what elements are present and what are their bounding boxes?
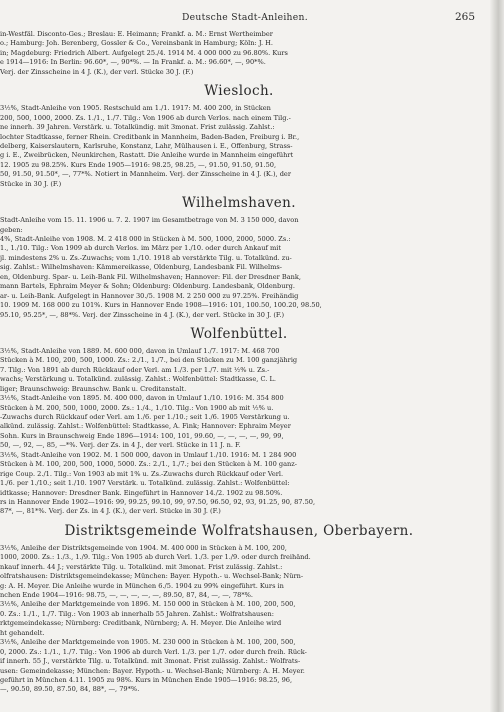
- text-line: 3½%, Stadt-Anleihe von 1895. M. 400 000, davon in Umlauf 1./10. 1916: M. 354 800: [0, 394, 284, 403]
- text-line: ar- u. Leih-Bank. Aufgelegt in Hannover 30./5. 1908 M. 2 250 000 zu 97.25%. Freihändig: [0, 291, 299, 300]
- text-line: Sohn. Kurs in Braunschweig Ende 1896—1914: 100, 101, 99.60, —, —, —, —, 99, 99,: [0, 431, 284, 440]
- section-title: Wiesloch.: [204, 83, 274, 100]
- section-title: Distriktsgemeinde Wolfratshausen, Oberbayern.: [64, 522, 414, 539]
- text-line: -Zuwachs durch Rückkauf oder Verl. am 1./6. per 1./10.; seit 1./6. 1905 Verstärkung u.: [0, 413, 290, 421]
- page-header: [0, 8, 490, 24]
- text-line: liger; Braunschweig: Braunschw. Bank u. Creditanstalt.: [0, 384, 187, 393]
- text-line: ne innerh. 39 Jahren. Verstärk. u. Totalkündig. mit 3monat. Frist zulässig. Zahlst.:: [0, 123, 275, 132]
- text-line: g: A. H. Meyer. Die Anleihe wurde in München 6./5. 1904 zu 99% eingeführt. Kurs in: [0, 581, 284, 590]
- text-line: Stücke in 30 J. (F.): [0, 179, 62, 188]
- text-line: 0, 2000. Zs.: 1./1., 1./7. Tilg.: Von 1906 ab durch Verl. 1./3. per 1./7. oder durch freih. Rück-: [0, 647, 307, 656]
- text-line: 7. Tilg.: Von 1891 ab durch Rückkauf oder Verl. am 1./3. per 1./7. mit ½% u. Zs.-: [0, 365, 270, 374]
- text-line: delberg, Kaiserslautern, Karlsruhe, Konstanz, Lahr, Mülhausen i. E., Offenburg, Strass-: [0, 141, 293, 150]
- text-line: wachs; Verstärkung u. Totalkünd. zulässig. Zahlst.: Wolfenbüttel: Stadtkasse, C. L.: [0, 375, 276, 384]
- text-line: 3½%, Anleihe der Marktgemeinde von 1905. M. 230 000 in Stücken à M. 100, 200, 500,: [0, 638, 296, 647]
- text-line: in; Magdeburg: Friedrich Albert. Aufgelegt 25./4. 1914 M. 4 000 000 zu 96.80%. Kurs: [0, 48, 288, 57]
- text-line: 12. 1905 zu 98.25%. Kurs Ende 1905—1916: 98.25, 98.25, —, 91.50, 91.50, 91.50,: [0, 160, 277, 169]
- text-line: olfratshausen: Distriktsgemeindekasse; München: Bayer. Hypoth.- u. Wechsel-Bank; Nürn-: [0, 572, 304, 581]
- text-line: 95.10, 95.25*, —, 88*%. Verj. der Zinsscheine in 4 J. (K.), der verl. Stücke in 30 J. (F.): [0, 310, 285, 319]
- text-line: 3½%, Stadt-Anleihe von 1905. Restschuld am 1./1. 1917: M. 400 200, in Stücken: [0, 104, 271, 113]
- text-line: 50, —, 92, —, 85, —*%. Verj. der Zs. in 4 J., der verl. Stücke in 11 J. n. F.: [0, 441, 241, 450]
- book-gutter: [490, 0, 504, 712]
- text-line: Stücken à M. 200, 500, 1000, 2000. Zs.: 1./4., 1./10. Tilg.: Von 1900 ab mit ½% u.: [0, 403, 274, 412]
- text-line: geführt in München 4.11. 1905 zu 98%. Kurs in München Ende 1905—1916: 98.25, 96,: [0, 675, 293, 684]
- text-line: 10. 1909 M. 168 000 zu 101%. Kurs in Hannover Ende 1908—1916: 101, 100.50, 100.20, 98.50,: [0, 301, 322, 310]
- section-title: Wolfenbüttel.: [190, 325, 288, 342]
- text-line: rige Coup. 2./1. Tilg.: Von 1903 ab mit 1% u. Zs.-Zuwachs durch Rückkauf oder Verl.: [0, 469, 284, 478]
- text-line: ht gehandelt.: [0, 628, 45, 637]
- page-body: [0, 30, 478, 695]
- text-line: mann Bartels, Ephraim Meyer & Sohn; Oldenburg: Oldenburg. Landesbank, Oldenburg.: [0, 282, 295, 291]
- text-line: lochter Stadtkasse, ferner Rhein. Creditbank in Mannheim, Baden-Baden, Freiburg i. Br.,: [0, 132, 300, 141]
- text-line: 3½%, Anleihe der Distriktsgemeinde von 1904. M. 400 000 in Stücken à M. 100, 200,: [0, 543, 287, 552]
- section-title: Wilhelmshaven.: [182, 195, 296, 212]
- text-line: nchen Ende 1904—1916: 98.75, —, —, —, —, —, 89.50, 87, 84, —, —, 78*%.: [0, 591, 254, 599]
- text-line: idtkasse; Hannover: Dresdner Bank. Eingeführt in Hannover 14./2. 1902 zu 98.50%.: [0, 488, 283, 497]
- text-line: o.; Hamburg: Joh. Berenberg, Gossler & Co., Vereinsbank in Hamburg; Köln: J. H.: [0, 39, 274, 48]
- text-line: Stadt-Anleihe vom 15. 11. 1906 u. 7. 2. 1907 im Gesamtbetrage von M. 3 150 000, davon: [0, 216, 299, 225]
- text-line: 1./6. per 1./10.; seit 1./10. 1907 Verstärk. u. Totalkünd. zulässig. Zahlst.: Wolfenbüttel:: [0, 479, 290, 488]
- text-line: —, 90.50, 89.50, 87.50, 84, 88*, —, 79*%.: [0, 685, 140, 694]
- text-line: alkünd. zulässig. Zahlst.: Wolfenbüttel: Stadtkasse, A. Fink; Hannover: Ephraim Meyer: [0, 422, 291, 431]
- text-line: 87*, —, 81*%. Verj. der Zs. in 4 J. (K.), der verl. Stücke in 30 J. (F.): [0, 507, 221, 516]
- text-line: jl. mindestens 2% u. Zs.-Zuwachs; vom 1./10. 1918 ab verstärkte Tilg. u. Totalkünd. zu-: [0, 253, 292, 262]
- text-line: sig. Zahlst.: Wilhelmshaven: Kämmereikasse, Oldenburg, Landesbank Fil. Wilhelms-: [0, 263, 283, 272]
- text-line: 3½%, Anleihe der Marktgemeinde von 1896. M. 150 000 in Stücken à M. 100, 200, 500,: [0, 600, 296, 609]
- text-line: 200, 500, 1000, 2000. Zs. 1./1., 1./7. Tilg.: Von 1906 ab durch Verlos. nach einem Tilg.-: [0, 113, 291, 122]
- text-line: Verj. der Zinsscheine in 4 J. (K.), der verl. Stücke 30 J. (F.): [0, 67, 194, 76]
- running-head: Deutsche Stadt-Anleihen.: [182, 12, 308, 23]
- text-line: 1000, 2000. Zs.: 1./3., 1./9. Tilg.: Von 1905 ab durch Verl. 1./3. per 1./9. oder durch freihänd.: [0, 553, 311, 562]
- text-line: geben:: [0, 225, 23, 234]
- text-line: 3½%, Stadt-Anleihe von 1889. M. 600 000, davon in Umlauf 1./7. 1917: M. 468 700: [0, 346, 280, 355]
- text-line: 50, 91.50, 91.50*, —, 77*%. Notiert in Mannheim. Verj. der Zinsscheine in 4 J. (K.), der: [0, 170, 291, 179]
- text-line: g i. E., Zweibrücken, Neunkirchen, Rastatt. Die Anleihe wurde in Mannheim eingeführt: [0, 151, 294, 160]
- text-line: 1., 1./10. Tilg.: Von 1909 ab durch Verlos. im März per 1./10. oder durch Ankauf mit: [0, 244, 281, 253]
- page-number: 265: [455, 11, 476, 23]
- text-line: en, Oldenburg. Spar- u. Leih-Bank Fil. Wilhelmshaven; Hannover: Fil. der Dresdner Bank,: [0, 272, 302, 281]
- text-line: 0. Zs.: 1./1., 1./7. Tilg.: Von 1903 ab innerhalb 55 Jahren. Zahlst.: Wolfratshausen:: [0, 609, 275, 618]
- text-line: e 1914—1916: In Berlin: 96.60*, —, 90*%. — In Frankf. a. M.: 96.60*, —, 90*%.: [0, 58, 266, 67]
- text-line: Stücken à M. 100, 200, 500, 1000. Zs.: 2./1., 1./7., bei den Stücken zu M. 100 ganzjährig: [0, 356, 298, 365]
- text-line: usen: Gemeindekasse; München: Bayer. Hypoth.- u. Wechsel-Bank; Nürnberg: A. H. Meyer.: [0, 666, 305, 675]
- text-line: rs in Hannover Ende 1902—1916: 99, 99.25, 99.10, 99, 97.50, 96.50, 92, 93, 91.25, 90, 87.50,: [0, 497, 316, 506]
- text-line: in-Westfäl. Disconto-Ges.; Breslau: E. Heimann; Frankf. a. M.: Ernst Wertheimber: [0, 30, 273, 38]
- text-line: 3½%, Stadt-Anleihe von 1902. M. 1 500 000, davon in Umlauf 1./10. 1916: M. 1 284 900: [0, 450, 297, 459]
- text-line: Stücken à M. 100, 200, 500, 1000, 5000. Zs.: 2./1., 1./7.; bei den Stücken à M. 100 ganz-: [0, 460, 297, 469]
- text-line: 4%, Stadt-Anleihe von 1908. M. 2 418 000 in Stücken à M. 500, 1000, 2000, 5000. Zs.:: [0, 235, 291, 243]
- text-line: rktgemeindekasse; Nürnberg: Creditbank, Nürnberg; A. H. Meyer. Die Anleihe wird: [0, 619, 282, 628]
- text-line: nkauf innerh. 44 J.; verstärkte Tilg. u. Totalkünd. mit 3monat. Frist zulässig. Zahlst.:: [0, 562, 283, 571]
- text-line: if innerh. 55 J., verstärkte Tilg. u. Totalkünd. mit 3monat. Frist zulässig. Zahlst.: Wolfrats-: [0, 657, 301, 666]
